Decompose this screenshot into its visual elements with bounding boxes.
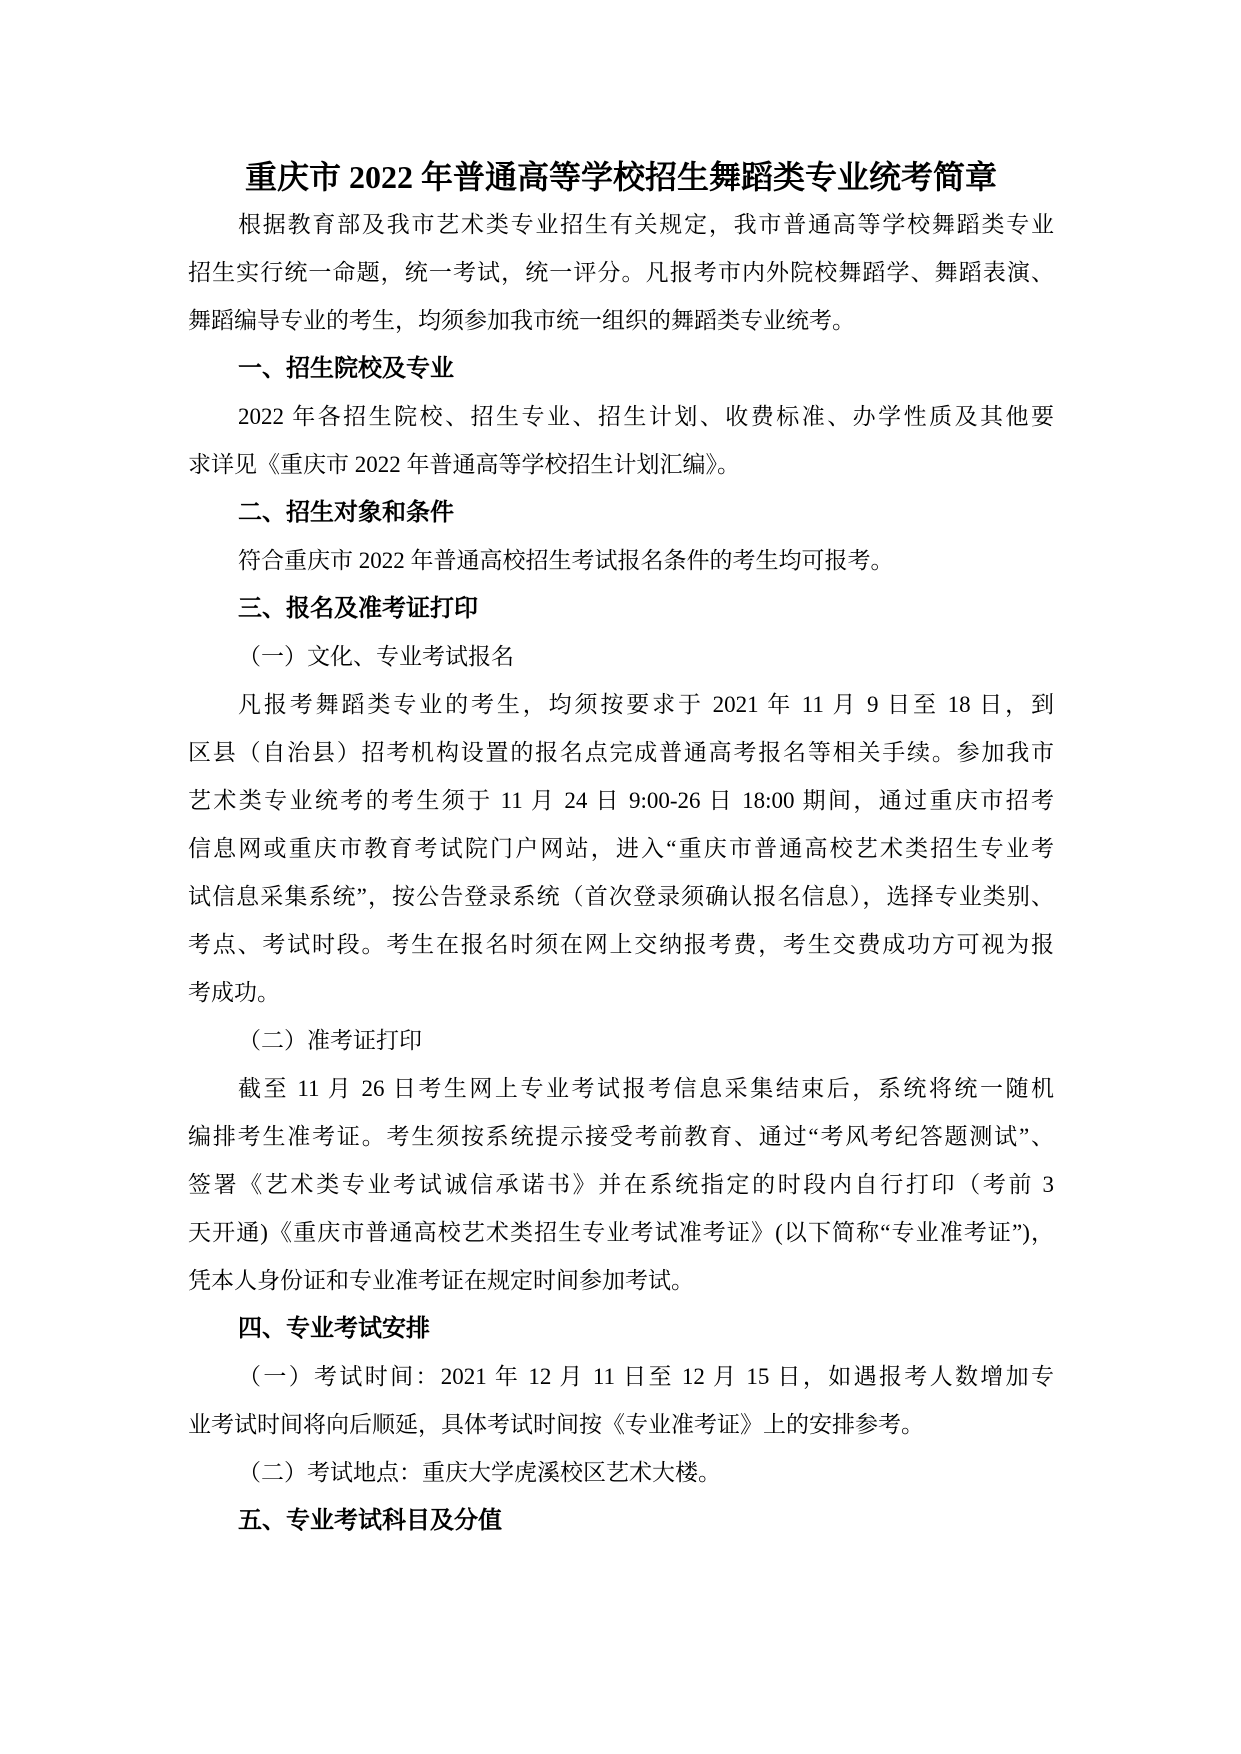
text-line: 考点、考试时段。考生在报名时须在网上交纳报考费，考生交费成功方可视为报: [188, 932, 1054, 957]
section-heading: 五、专业考试科目及分值: [238, 1508, 502, 1534]
text-line: 2022 年各招生院校、招生专业、招生计划、收费标准、办学性质及其他要: [238, 404, 1054, 429]
text-line: 信息网或重庆市教育考试院门户网站，进入“重庆市普通高校艺术类招生专业考: [188, 836, 1054, 861]
text-line: 根据教育部及我市艺术类专业招生有关规定，我市普通高等学校舞蹈类专业: [238, 212, 1054, 237]
text-line: 天开通)《重庆市普通高校艺术类招生专业考试准考证》(以下简称“专业准考证”)，: [188, 1220, 1054, 1245]
text-line: 凡报考舞蹈类专业的考生，均须按要求于 2021 年 11 月 9 日至 18 日，到: [238, 692, 1054, 717]
text-line: 求详见《重庆市 2022 年普通高等学校招生计划汇编》。: [188, 452, 740, 477]
text-line: （一）文化、专业考试报名: [238, 644, 514, 669]
document-content: [188, 153, 1054, 1545]
section-heading: 三、报名及准考证打印: [238, 596, 478, 622]
text-line: 区县（自治县）招考机构设置的报名点完成普通高考报名等相关手续。参加我市: [188, 740, 1054, 765]
text-line: （二）准考证打印: [238, 1028, 422, 1053]
text-line: 艺术类专业统考的考生须于 11 月 24 日 9:00-26 日 18:00 期间，通过重庆市招考: [188, 788, 1054, 813]
document-title: 重庆市 2022 年普通高等学校招生舞蹈类专业统考简章: [244, 159, 997, 195]
text-line: 凭本人身份证和专业准考证在规定时间参加考试。: [188, 1268, 694, 1293]
text-line: （一）考试时间：2021 年 12 月 11 日至 12 月 15 日，如遇报考人数增加专: [238, 1364, 1054, 1389]
text-line: 招生实行统一命题，统一考试，统一评分。凡报考市内外院校舞蹈学、舞蹈表演、: [188, 260, 1054, 285]
text-line: 符合重庆市 2022 年普通高校招生考试报名条件的考生均可报考。: [238, 548, 894, 573]
text-line: 舞蹈编导专业的考生，均须参加我市统一组织的舞蹈类专业统考。: [188, 308, 855, 333]
text-line: 截至 11 月 26 日考生网上专业考试报考信息采集结束后，系统将统一随机: [238, 1076, 1054, 1101]
section-heading: 一、招生院校及专业: [238, 356, 454, 382]
text-line: （二）考试地点：重庆大学虎溪校区艺术大楼。: [238, 1460, 721, 1485]
section-heading: 四、专业考试安排: [238, 1316, 430, 1342]
text-line: 试信息采集系统”，按公告登录系统（首次登录须确认报名信息），选择专业类别、: [188, 884, 1054, 909]
text-line: 考成功。: [188, 980, 280, 1005]
document-body: [188, 201, 1054, 1545]
text-line: 签署《艺术类专业考试诚信承诺书》并在系统指定的时段内自行打印（考前 3: [188, 1172, 1054, 1197]
text-line: 编排考生准考证。考生须按系统提示接受考前教育、通过“考风考纪答题测试”、: [188, 1124, 1054, 1149]
section-heading: 二、招生对象和条件: [238, 500, 454, 526]
text-line: 业考试时间将向后顺延，具体考试时间按《专业准考证》上的安排参考。: [188, 1412, 924, 1437]
